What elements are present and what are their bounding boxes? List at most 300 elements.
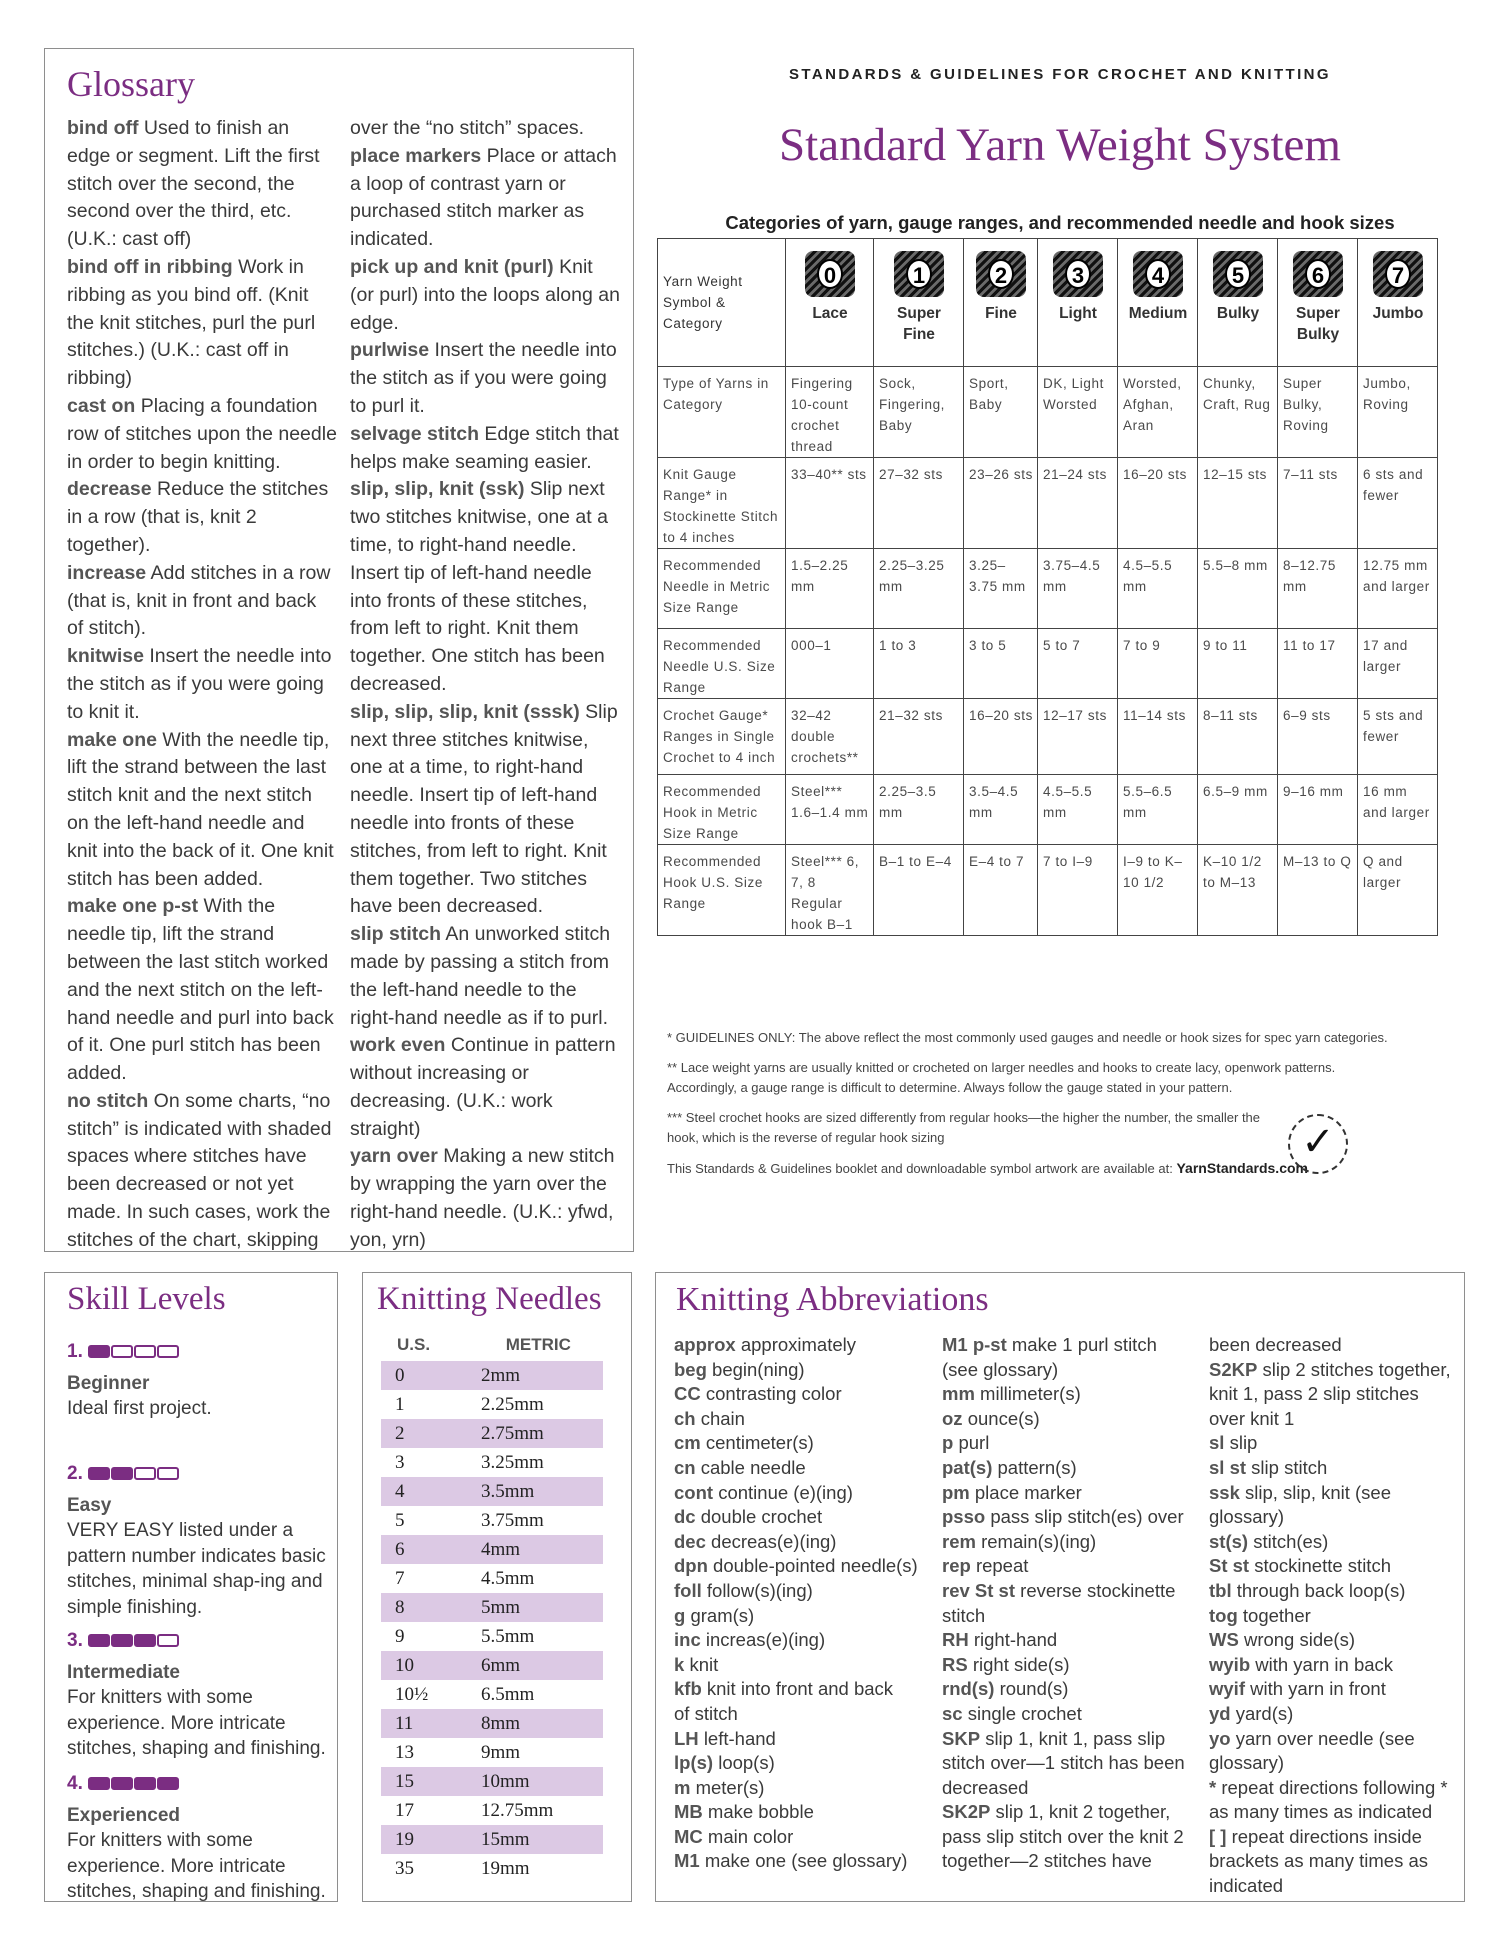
table-cell: Q and larger (1358, 845, 1438, 936)
table-cell: Super Bulky, Roving (1278, 367, 1358, 458)
abbreviation-entry (674, 1358, 934, 1383)
needle-metric-size: 10mm (481, 1770, 530, 1792)
abbreviation-entry (1209, 1677, 1464, 1702)
abbreviation-meaning: make bobble (707, 1801, 814, 1823)
category-name: Bulky (1216, 305, 1260, 322)
category-header (1038, 239, 1118, 367)
level-name: Experienced (67, 1804, 180, 1826)
glossary-definition: Used to finish an edge or segment. Lift the first stitch over the second, the second over the third, etc. (U.K.: cast off) (67, 117, 320, 251)
table-cell: 5.5–8 mm (1198, 549, 1278, 629)
table-cell: Chunky, Craft, Rug (1198, 367, 1278, 458)
needle-metric-size: 4mm (481, 1538, 521, 1560)
needle-us-size: 17 (395, 1799, 414, 1821)
glossary-entry (67, 393, 337, 476)
abbreviation-meaning: together (1242, 1604, 1311, 1626)
abbreviation-entry (942, 1849, 1202, 1874)
abbreviation: tbl (1209, 1579, 1232, 1601)
yarn-skein-icon (1213, 251, 1263, 297)
needle-us-size: 8 (395, 1596, 405, 1618)
yarn-skein-icon (1053, 251, 1103, 297)
level-number: 4. (67, 1773, 83, 1794)
abbreviation: foll (674, 1579, 702, 1601)
needle-metric-size: 6mm (481, 1654, 521, 1676)
glossary-term: increase (67, 561, 147, 584)
abbreviation-meaning: right-hand (973, 1629, 1058, 1651)
needle-row (381, 1535, 603, 1564)
table-cell: I–9 to K–10 1/2 (1118, 845, 1198, 936)
needle-row (381, 1680, 603, 1709)
level-description: VERY EASY listed under a pattern number indicates basic stitches, minimal shap-ing and simple finishing. (67, 1520, 326, 1618)
glossary-definition: Knit (or purl) into the loops along an edge. (350, 255, 620, 334)
abbreviation: ch (674, 1407, 696, 1429)
skill-level-2 (67, 1461, 337, 1620)
abbreviation-meaning: continue (e)(ing) (718, 1481, 853, 1503)
needle-us-size: 9 (395, 1625, 405, 1647)
table-cell: Jumbo, Roving (1358, 367, 1438, 458)
glossary-term: no stitch (67, 1089, 149, 1112)
yarn-system-title: Standard Yarn Weight System (779, 119, 1341, 171)
meter-bar (88, 1467, 110, 1480)
table-cell: 4.5–5.5 mm (1118, 549, 1198, 629)
category-name: Super Fine (897, 305, 941, 343)
skill-meter-icon (88, 1773, 180, 1794)
table-cell: 27–32 sts (874, 458, 964, 549)
glossary-entry (350, 337, 620, 420)
table-cell: 16 mm and larger (1358, 775, 1438, 845)
abbreviation: sl st (1209, 1456, 1247, 1478)
abbreviation-entry (942, 1481, 1202, 1506)
abbreviation-entry (1209, 1727, 1464, 1752)
meter-bar (88, 1345, 110, 1358)
needle-us-size: 35 (395, 1857, 414, 1879)
abbreviation-entry (1209, 1333, 1464, 1358)
abbreviation-entry (942, 1431, 1202, 1456)
table-cell: E–4 to 7 (964, 845, 1038, 936)
table-cell: 33–40** sts (786, 458, 874, 549)
abbreviation: rnd(s) (942, 1678, 995, 1700)
abbreviation: g (674, 1604, 686, 1626)
needle-metric-size: 19mm (481, 1857, 530, 1879)
abbreviation-entry (674, 1505, 934, 1530)
abbreviation-meaning: follow(s)(ing) (706, 1579, 813, 1601)
level-name: Intermediate (67, 1661, 180, 1683)
abbreviation-entry (1209, 1825, 1464, 1850)
category-header (1278, 239, 1358, 367)
abbreviation-entry (1209, 1481, 1464, 1530)
category-header (786, 239, 874, 367)
needle-us-size: 5 (395, 1509, 405, 1531)
table-cell: 5.5–6.5 mm (1118, 775, 1198, 845)
abbreviation-entry (674, 1776, 934, 1801)
weight-number: 2 (988, 259, 1014, 289)
table-cell: 6 sts and fewer (1358, 458, 1438, 549)
category-header (1118, 239, 1198, 367)
yarn-table-subtitle: Categories of yarn, gauge ranges, and recommended needle and hook sizes (725, 212, 1395, 233)
abbreviation-meaning: make one (see glossary) (704, 1850, 908, 1872)
table-cell: 5 to 7 (1038, 629, 1118, 699)
needle-us-size: 4 (395, 1480, 405, 1502)
glossary-entry (67, 560, 337, 643)
abbreviation-meaning: wrong side(s) (1243, 1629, 1355, 1651)
abbreviation-entry (1209, 1431, 1464, 1456)
abbreviation: psso (942, 1506, 986, 1528)
glossary-entry (350, 1143, 620, 1254)
abbreviation: tog (1209, 1604, 1238, 1626)
table-cell: 3.25–3.75 mm (964, 549, 1038, 629)
needle-row (381, 1796, 603, 1825)
needle-row (381, 1825, 603, 1854)
abbreviation-entry (1209, 1702, 1464, 1727)
abbreviation-entry (942, 1604, 1202, 1629)
abbreviation-entry (674, 1825, 934, 1850)
needle-us-size: 7 (395, 1567, 405, 1589)
glossary-entry (67, 727, 337, 894)
abbreviation: cn (674, 1456, 696, 1478)
abbreviation: WS (1209, 1629, 1239, 1651)
abbreviation-meaning: knit into front and back (706, 1678, 894, 1700)
needle-row (381, 1854, 603, 1883)
row-label: Recommended Hook U.S. Size Range (658, 845, 786, 936)
abbreviation-meaning: gram(s) (690, 1604, 755, 1626)
abbreviation-entry (1209, 1653, 1464, 1678)
abbreviation-meaning: pass slip stitch over the knit 2 (942, 1825, 1184, 1847)
abbreviation: m (674, 1776, 691, 1798)
glossary-term: slip, slip, slip, knit (sssk) (350, 700, 580, 723)
abbreviation-meaning: left-hand (703, 1727, 776, 1749)
abbreviation-meaning: meter(s) (695, 1776, 765, 1798)
abbreviation-entry (674, 1431, 934, 1456)
glossary-definition: Add stitches in a row (that is, knit in front and back of stitch). (67, 561, 331, 640)
table-cell: 16–20 sts (964, 699, 1038, 775)
abbreviation-entry (1209, 1849, 1464, 1874)
glossary-definition: With the needle tip, lift the strand between the last stitch knit and the next stitch on the left-hand needle and knit into the back of it. One knit stitch has been added. (67, 728, 334, 890)
abbreviation-meaning: pass slip stitch(es) over (990, 1506, 1184, 1528)
glossary-term: knitwise (67, 645, 144, 668)
skill-levels-title: Skill Levels (67, 1281, 226, 1317)
note-steel: *** Steel crochet hooks are sized differently from regular hooks—the higher the number, the smaller the hook, which is the reverse of regular hook sizing (667, 1110, 1261, 1145)
abbreviation-meaning: as many times as indicated (1209, 1801, 1433, 1823)
abbreviation-entry (942, 1727, 1202, 1752)
abbreviation: SKP (942, 1727, 981, 1749)
category-header (874, 239, 964, 367)
abbreviation-entry (942, 1800, 1202, 1825)
category-name: Fine (985, 305, 1017, 322)
glossary-entry (350, 476, 620, 698)
abbreviation-entry (1209, 1776, 1464, 1801)
symbol-category-label: Yarn Weight Symbol & Category (658, 239, 786, 367)
abbreviation-meaning: place marker (974, 1481, 1082, 1503)
abbreviation-entry (674, 1800, 934, 1825)
table-cell: 7 to 9 (1118, 629, 1198, 699)
abbreviation-entry (674, 1727, 934, 1752)
abbreviation: rep (942, 1555, 971, 1577)
abbreviation-meaning: slip 1, knit 1, pass slip (985, 1727, 1166, 1749)
abbreviation-meaning: stitch (942, 1604, 986, 1626)
abbreviation: dec (674, 1530, 706, 1552)
needle-metric-size: 2.75mm (481, 1422, 544, 1444)
category-name: Lace (812, 305, 848, 322)
weight-number: 6 (1305, 259, 1331, 289)
abbreviation-meaning: decreased (942, 1776, 1029, 1798)
yarnstandards-link[interactable]: YarnStandards.com (1176, 1160, 1308, 1176)
glossary-column-1 (67, 115, 337, 1255)
table-cell: 12–17 sts (1038, 699, 1118, 775)
table-cell: DK, Light Worsted (1038, 367, 1118, 458)
abbreviation-meaning: ounce(s) (967, 1407, 1040, 1429)
level-number: 1. (67, 1341, 83, 1362)
needle-row (381, 1390, 603, 1419)
knitting-needles-title: Knitting Needles (377, 1281, 602, 1317)
abbreviation: rev St st (942, 1579, 1016, 1601)
abbreviation: k (674, 1653, 685, 1675)
glossary-entry (67, 476, 337, 559)
weight-number: 4 (1145, 259, 1171, 289)
abbreviation-entry (674, 1702, 934, 1727)
abbreviation-entry (1209, 1874, 1464, 1899)
yarn-table-row (658, 845, 1438, 936)
meter-bar (134, 1634, 156, 1647)
abbreviation-meaning: yard(s) (1235, 1702, 1294, 1724)
yarn-table-row (658, 367, 1438, 458)
table-cell: 7 to I–9 (1038, 845, 1118, 936)
abbreviation-meaning: millimeter(s) (980, 1383, 1081, 1405)
table-cell: 2.25–3.25 mm (874, 549, 964, 629)
abbreviation: p (942, 1432, 954, 1454)
needle-row (381, 1448, 603, 1477)
meter-bar (111, 1467, 133, 1480)
meter-bar (134, 1777, 156, 1790)
abbreviation-entry (942, 1702, 1202, 1727)
knitting-needles-panel (362, 1272, 632, 1902)
meter-bar (111, 1777, 133, 1790)
glossary-definition: An unworked stitch made by passing a stitch from the left-hand needle to the right-hand needle as if to purl. (350, 923, 611, 1029)
meter-bar (157, 1634, 179, 1647)
table-cell: 21–32 sts (874, 699, 964, 775)
glossary-term: purlwise (350, 339, 430, 362)
needle-row (381, 1709, 603, 1738)
abbreviation-meaning: slip stitch (1251, 1456, 1328, 1478)
abbreviation-meaning: pattern(s) (997, 1456, 1077, 1478)
glossary-definition: Edge stitch that helps make seaming easier. (350, 422, 619, 473)
abbreviation-entry (674, 1849, 934, 1874)
yarn-table-row (658, 549, 1438, 629)
abbreviation-entry (674, 1554, 934, 1579)
needle-row (381, 1419, 603, 1448)
skill-meter-icon (88, 1463, 180, 1484)
glossary-term: make one (67, 728, 157, 751)
glossary-entry (67, 893, 337, 1088)
table-cell: 8–11 sts (1198, 699, 1278, 775)
row-label: Type of Yarns in Category (658, 367, 786, 458)
needle-row (381, 1593, 603, 1622)
needle-us-size: 19 (395, 1828, 414, 1850)
abbreviation: rem (942, 1530, 976, 1552)
abbreviation-meaning: glossary) (1209, 1752, 1285, 1774)
abbreviation-entry (674, 1481, 934, 1506)
category-name: Light (1059, 305, 1097, 322)
abbreviation: M1 p-st (942, 1334, 1007, 1355)
yarn-skein-icon (1373, 251, 1423, 297)
glossary-entry (67, 643, 337, 726)
abbreviation: st(s) (1209, 1530, 1249, 1552)
skill-level-3 (67, 1628, 337, 1762)
level-number: 3. (67, 1630, 83, 1651)
abbreviation-meaning: of stitch (674, 1702, 738, 1724)
abbreviation-entry (1209, 1382, 1464, 1407)
abbreviation: lp(s) (674, 1752, 714, 1774)
needle-row (381, 1564, 603, 1593)
glossary-term: slip, slip, knit (ssk) (350, 478, 525, 501)
glossary-entry (350, 143, 620, 254)
needle-metric-size: 3.25mm (481, 1451, 544, 1473)
abbreviation: wyif (1209, 1678, 1245, 1700)
needle-metric-size: 2.25mm (481, 1393, 544, 1415)
abbreviation: pm (942, 1481, 970, 1503)
table-cell: Worsted, Afghan, Aran (1118, 367, 1198, 458)
row-label: Recommended Needle in Metric Size Range (658, 549, 786, 629)
abbreviation-entry (942, 1677, 1202, 1702)
glossary-definition: over the “no stitch” spaces. (350, 117, 585, 139)
glossary-term: work even (350, 1034, 446, 1057)
abbreviation: S2KP (1209, 1358, 1258, 1380)
abbreviation-entry (674, 1579, 934, 1604)
abbreviation-entry (942, 1456, 1202, 1481)
table-cell: 32–42 double crochets** (786, 699, 874, 775)
abbreviation-entry (942, 1530, 1202, 1555)
needle-row (381, 1361, 603, 1390)
needle-metric-size: 8mm (481, 1712, 521, 1734)
table-cell: 1.5–2.25 mm (786, 549, 874, 629)
abbrev-column-2 (942, 1333, 1202, 1874)
abbreviation-entry (674, 1628, 934, 1653)
meter-bar (111, 1345, 133, 1358)
table-cell: 4.5–5.5 mm (1038, 775, 1118, 845)
needle-metric-size: 2mm (481, 1364, 521, 1386)
abbreviation: cont (674, 1481, 714, 1503)
table-cell: Steel*** 6, 7, 8 Regular hook B–1 (786, 845, 874, 936)
footer-text: This Standards & Guidelines booklet and downloadable symbol artwork are available at: (667, 1161, 1173, 1176)
abbreviation-meaning: make 1 purl stitch (1011, 1334, 1157, 1355)
glossary-entry (67, 254, 337, 393)
needle-us-size: 15 (395, 1770, 414, 1792)
abbreviation: M1 (674, 1850, 700, 1872)
abbreviation-entry (674, 1653, 934, 1678)
glossary-definition: On some charts, “no stitch” is indicated with shaded spaces where stitches have been decreased or not yet made. In such cases, work the stitches of the chart, skipping (67, 1089, 332, 1251)
standards-header: STANDARDS & GUIDELINES FOR CROCHET AND KNITTING (789, 66, 1331, 83)
abbreviation-meaning: stitch(es) (1253, 1530, 1329, 1552)
note-guidelines: * GUIDELINES ONLY: The above reflect the most commonly used gauges and needle or hook sizes for spec yarn categories. (667, 1030, 1388, 1045)
abbreviation-entry (942, 1333, 1202, 1358)
yarn-table-row (658, 699, 1438, 775)
abbreviation-meaning: knit 1, pass 2 slip stitches (1209, 1383, 1419, 1405)
meter-bar (157, 1467, 179, 1480)
skill-meter-icon (88, 1630, 180, 1651)
abbreviation-meaning: right side(s) (972, 1653, 1070, 1675)
yarn-notes (667, 1028, 1397, 1189)
glossary-entry (350, 1032, 620, 1143)
abbreviation: inc (674, 1629, 701, 1651)
needle-row (381, 1767, 603, 1796)
abbreviation-entry (942, 1505, 1202, 1530)
abbreviation-meaning: cable needle (700, 1456, 806, 1478)
yarn-table-row (658, 775, 1438, 845)
needle-metric-size: 4.5mm (481, 1567, 535, 1589)
table-cell: 3.75–4.5 mm (1038, 549, 1118, 629)
glossary-term: cast on (67, 394, 136, 417)
yarn-skein-icon (1293, 251, 1343, 297)
needle-us-size: 3 (395, 1451, 405, 1473)
abbreviation-meaning: over knit 1 (1209, 1407, 1295, 1429)
glossary-term: selvage stitch (350, 422, 479, 445)
weight-number: 5 (1225, 259, 1251, 289)
glossary-entry (67, 115, 337, 254)
glossary-definition: Slip next two stitches knitwise, one at a time, to right-hand needle. Insert tip of left-hand needle into fronts of these stitches, from left to right. Knit them together. One stitch has been decreased. (350, 478, 608, 695)
abbreviation-meaning: round(s) (999, 1678, 1069, 1700)
meter-bar (88, 1634, 110, 1647)
level-description: For knitters with some experience. More intricate stitches, shaping and finishing. (67, 1830, 326, 1902)
glossary-column-2 (350, 115, 620, 1255)
abbreviation-meaning: indicated (1209, 1875, 1284, 1897)
abbreviation: LH (674, 1727, 699, 1749)
abbreviation: SK2P (942, 1801, 991, 1823)
glossary-definition: Continue in pattern without increasing or decreasing. (U.K.: work straight) (350, 1034, 616, 1140)
needle-us-size: 1 (395, 1393, 405, 1415)
level-number: 2. (67, 1463, 83, 1484)
abbreviation: MB (674, 1801, 703, 1823)
category-name: Medium (1128, 305, 1188, 322)
needle-metric-size: 12.75mm (481, 1799, 554, 1821)
abbreviation-entry (1209, 1358, 1464, 1383)
meter-bar (157, 1777, 179, 1790)
glossary-definition: Reduce the stitches in a row (that is, knit 2 together). (67, 478, 329, 556)
weight-number: 1 (906, 259, 932, 289)
abbreviation-meaning: remain(s)(ing) (981, 1530, 1097, 1552)
check-seal-icon: ✓ (1288, 1114, 1348, 1174)
skill-levels-panel (44, 1272, 338, 1902)
abbreviation-meaning: single crochet (967, 1702, 1082, 1724)
abbreviation-meaning: double crochet (700, 1506, 823, 1528)
category-name: Super Bulky (1296, 305, 1340, 343)
glossary-term: bind off in ribbing (67, 255, 233, 278)
abbreviation-meaning: repeat (975, 1555, 1029, 1577)
abbreviation-entry (942, 1358, 1202, 1383)
abbreviation: mm (942, 1383, 975, 1405)
level-name: Beginner (67, 1372, 150, 1394)
table-cell: 11 to 17 (1278, 629, 1358, 699)
table-cell: M–13 to Q (1278, 845, 1358, 936)
abbreviation-meaning: purl (958, 1432, 990, 1454)
table-cell: Sport, Baby (964, 367, 1038, 458)
abbreviation-entry (1209, 1530, 1464, 1555)
yarn-table-row (658, 629, 1438, 699)
needle-us-size: 10½ (395, 1683, 429, 1705)
glossary-definition: Placing a foundation row of stitches upon the needle in order to begin knitting. (67, 394, 337, 473)
needle-row (381, 1477, 603, 1506)
glossary-term: slip stitch (350, 923, 442, 946)
needle-us-size: 11 (395, 1712, 414, 1734)
meter-bar (157, 1345, 179, 1358)
abbreviation-entry (1209, 1456, 1464, 1481)
weight-number: 3 (1065, 259, 1091, 289)
col-us-header: U.S. (397, 1335, 431, 1354)
abbreviation: sc (942, 1702, 963, 1724)
abbreviation-entry (942, 1628, 1202, 1653)
table-cell: 11–14 sts (1118, 699, 1198, 775)
abbreviation: sl (1209, 1432, 1225, 1454)
abbreviation: yd (1209, 1702, 1231, 1724)
abbreviation-meaning: stitch over—1 stitch has been (942, 1752, 1185, 1774)
abbreviation-meaning: slip (1229, 1432, 1258, 1454)
